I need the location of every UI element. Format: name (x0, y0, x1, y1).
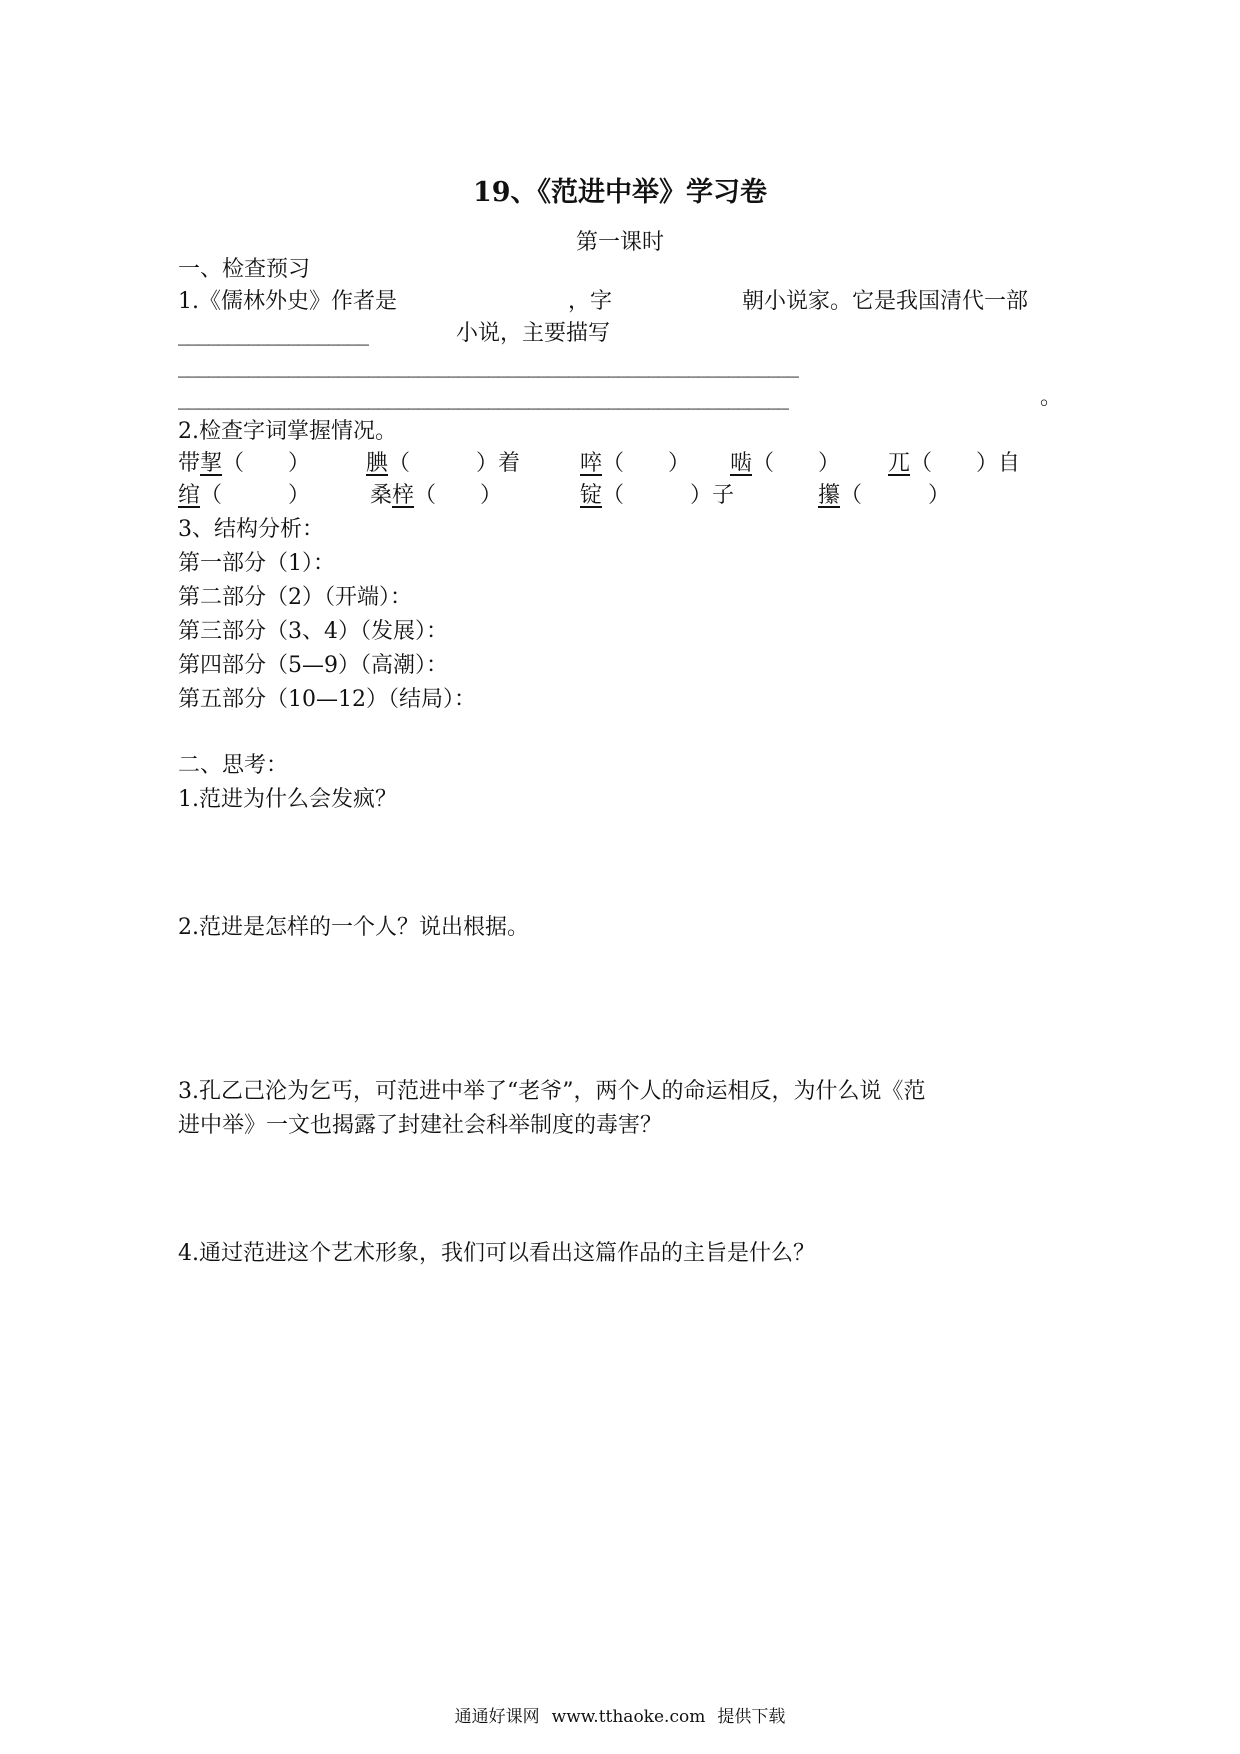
q2-row1-item-paren: （ ） (222, 451, 311, 476)
q3-part: 第一部分（1）： (178, 551, 335, 576)
think-question: 3.孔乙己沦为乞丐，可范进中举了“老爷”，两个人的命运相反，为什么说《范 (178, 1079, 926, 1104)
think-question: 4.通过范进这个艺术形象，我们可以看出这篇作品的主旨是什么？ (178, 1241, 815, 1266)
section1-heading: 一、检查预习 (178, 257, 311, 282)
q2-row2-item-char: 锭 (580, 483, 603, 508)
think-question: 1.范进为什么会发疯？ (178, 787, 397, 812)
q2-row2-item (178, 480, 310, 512)
footer-note: 提供下载 (717, 1707, 786, 1727)
q2-row1-item-pre: 带 (178, 451, 201, 476)
footer-site-name: 通通好课网 (454, 1707, 540, 1727)
q2-row1-item-char: 啐 (580, 451, 603, 476)
q1-text-d: 小说，主要描写 (456, 321, 611, 346)
q2-row2-item-paren: （ ）子 (602, 483, 735, 508)
q1-line1 (178, 286, 397, 318)
think-question: 2.范进是怎样的一个人？说出根据。 (178, 915, 529, 940)
q2-row2-item-char: 梓 (392, 483, 415, 508)
q2-row2-item-paren: （ ） (840, 483, 951, 508)
q2-row2-item-paren: （ ） (414, 483, 503, 508)
q3-part: 第五部分（10—12）（结局）： (178, 687, 476, 712)
q2-row1-item (178, 448, 310, 480)
q2-row2-item-char: 绾 (178, 483, 201, 508)
q2-row1-item (888, 448, 1020, 480)
q3-part: 第四部分（5—9）（高潮）： (178, 653, 448, 678)
q1-blank-line: ___________________ (178, 321, 368, 346)
page-subtitle: 第一课时 (575, 230, 664, 255)
q1-num: 1. (178, 289, 199, 314)
q2-row2-item-paren: （ ） (200, 483, 311, 508)
q1-long-blank-1: ______________________________________________________________ (178, 353, 798, 378)
q2-row1-item (580, 448, 690, 480)
q2-row1-item-char: 啮 (730, 451, 753, 476)
q2-heading: 2.检查字词掌握情况。 (178, 419, 397, 444)
q2-row2-item-char: 攥 (818, 483, 841, 508)
q2-row2-item (370, 480, 502, 512)
q2-row1-item (366, 448, 520, 480)
footer-url[interactable]: www.tthaoke.com (551, 1707, 706, 1727)
think-question-cont: 进中举》一文也揭露了封建社会科举制度的毒害？ (178, 1113, 663, 1138)
q1-end-mark: 。 (1040, 385, 1063, 410)
q2-row1-item-paren: （ ）着 (388, 451, 521, 476)
q2-row2-item (580, 480, 734, 512)
page-title: 19、《范进中举》学习卷 (472, 177, 768, 208)
q2-row1-item-paren: （ ） (752, 451, 841, 476)
q1-text-c: 朝小说家。它是我国清代一部 (742, 289, 1029, 314)
q2-row1-item-paren: （ ）自 (910, 451, 1021, 476)
q3-part: 第二部分（2）（开端）： (178, 585, 412, 610)
q1-text-a: 作者是 (331, 289, 398, 314)
q3-heading: 3、结构分析： (178, 517, 324, 542)
q2-row2-item-pre: 桑 (370, 483, 393, 508)
q2-row1-item (730, 448, 840, 480)
q2-row1-item-char: 兀 (888, 451, 911, 476)
q1-long-blank-2: _____________________________________________________________ (178, 385, 788, 410)
q2-row1-item-char: 挈 (200, 451, 223, 476)
page-footer (0, 1702, 1240, 1727)
q2-row2-item (818, 480, 950, 512)
q3-part: 第三部分（3、4）（发展）： (178, 619, 448, 644)
section2-heading: 二、思考： (178, 753, 289, 778)
q1-text-b: ，字 (568, 289, 613, 314)
q2-row1-item-paren: （ ） (602, 451, 691, 476)
q2-row1-item-char: 腆 (366, 451, 389, 476)
q1-book: 《儒林外史》 (199, 289, 332, 314)
